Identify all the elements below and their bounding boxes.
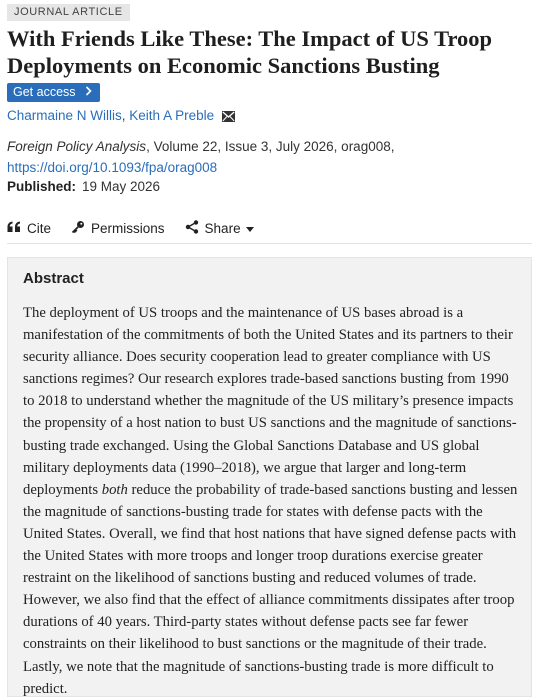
citation-details: , Volume 22, Issue 3, July 2026, orag008, — [146, 139, 395, 154]
abstract-section — [7, 257, 532, 697]
quote-icon — [7, 221, 27, 236]
abstract-emphasis: both — [101, 481, 128, 498]
share-button[interactable] — [185, 220, 260, 237]
cite-button[interactable] — [7, 221, 51, 236]
abstract-text-start: The deployment of US troops and the maintenance of US bases abroad is a manifestation of the commitments of both the United States and its partners to their security alliance. Does security cooperation lead to greater compliance with US sanctions regimes? Our research explores trade-based sanctions busting from 1990 to 2018 to understand whether the magnitude of the US military’s presence impacts the propensity of a host nation to bust US sanctions and the magnitude of sanctions-busting trade exchanged. Using the Global Sanctions Database and US global military deployments data (1990–2018), we argue that larger and long-term deployments — [23, 305, 517, 498]
get-access-button[interactable] — [7, 83, 100, 102]
doi-link[interactable]: https://doi.org/10.1093/fpa/orag008 — [7, 160, 218, 175]
chevron-right-icon — [85, 84, 92, 103]
cite-label: Cite — [27, 220, 52, 236]
author-list — [7, 107, 235, 127]
get-access-label: Get access — [13, 85, 76, 99]
abstract-text — [23, 302, 523, 700]
citation-block — [7, 136, 532, 178]
article-toolbar — [7, 218, 280, 238]
article-type-badge: JOURNAL ARTICLE — [7, 4, 130, 21]
published-label: Published: — [7, 179, 77, 194]
mail-icon[interactable] — [222, 109, 235, 127]
author-link[interactable]: Keith A Preble — [129, 108, 215, 123]
share-icon — [185, 220, 205, 237]
published-date — [7, 178, 160, 196]
key-icon — [71, 220, 91, 237]
abstract-heading: Abstract — [23, 270, 84, 287]
share-label: Share — [204, 220, 241, 236]
author-link[interactable]: Charmaine N Willis — [7, 108, 122, 123]
journal-name: Foreign Policy Analysis — [7, 139, 147, 154]
abstract-text-end: reduce the probability of trade-based sanctions busting and lessen the magnitude of sanctions-busting trade for states with defense pacts with the United States. Overall, we find that host nations that have signed defense pacts with the United States with more troops and longer troop durations exercise greater restraint on the likelihood of sanctions busting and reduced volumes of trade. However, we also find that the effect of alliance commitments dissipates after troop durations of 40 years. Third-party states without defense pacts see far fewer constraints on their likelihood to bust sanctions or the magnitude of their trade. Lastly, we note that the magnitude of sanctions-busting trade is more difficult to predict. — [23, 481, 518, 697]
author-separator: , — [121, 108, 130, 123]
toolbar-divider — [7, 243, 532, 244]
permissions-label: Permissions — [91, 220, 165, 236]
published-value: 19 May 2026 — [82, 179, 161, 194]
caret-down-icon — [246, 221, 260, 236]
permissions-button[interactable] — [71, 220, 165, 237]
article-title: With Friends Like These: The Impact of US Troop Deployments on Economic Sanctions Busting — [7, 26, 493, 78]
